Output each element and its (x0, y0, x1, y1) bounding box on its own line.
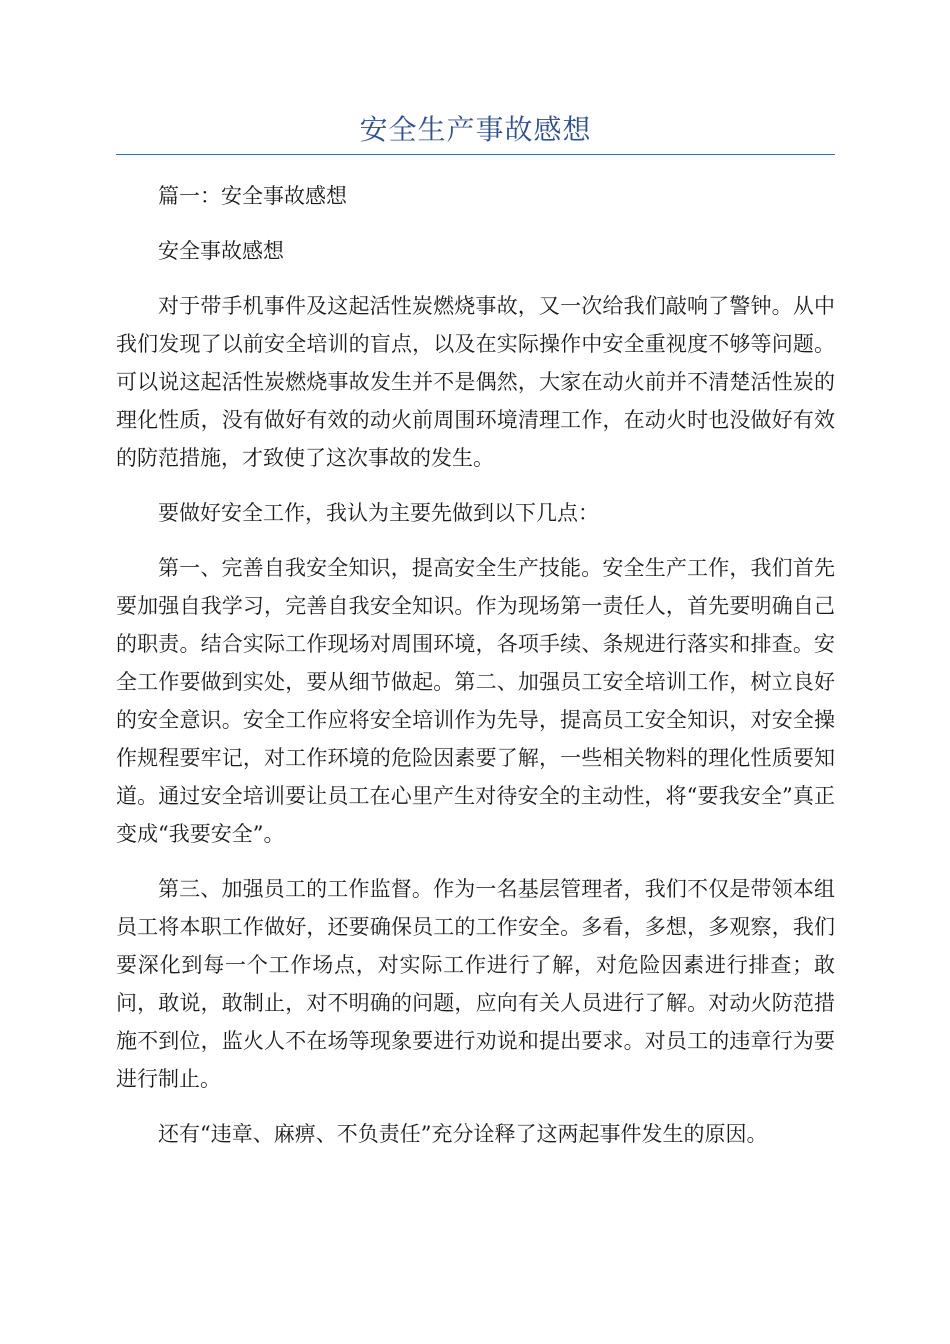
title-underline (116, 154, 835, 155)
document-page (116, 108, 835, 1153)
paragraph-body-1: 对于带手机事件及这起活性炭燃烧事故，又一次给我们敲响了警钟。从中我们发现了以前安全培训的盲点，以及在实际操作中安全重视度不够等问题。可以说这起活性炭燃烧事故发生并不是偶然，大家在动火前并不清楚活性炭的理化性质，没有做好有效的动火前周围环境清理工作，在动火时也没做好有效的防范措施，才致使了这次事故的发生。 (116, 294, 835, 470)
paragraph-section-heading: 篇一：安全事故感想 (158, 184, 347, 208)
paragraph-body-4: 第三、加强员工的工作监督。作为一名基层管理者，我们不仅是带领本组员工将本职工作做好，还要确保员工的工作安全。多看，多想，多观察，我们要深化到每一个工作场点，对实际工作进行了解，对危险因素进行排查；敢问，敢说，敢制止，对不明确的问题，应向有关人员进行了解。对动火防范措施不到位，监火人不在场等现象要进行劝说和提出要求。对员工的违章行为要进行制止。 (116, 877, 835, 1091)
paragraph-body-3: 第一、完善自我安全知识，提高安全生产技能。安全生产工作，我们首先要加强自我学习，完善自我安全知识。作为现场第一责任人，首先要明确自己的职责。结合实际工作现场对周围环境，各项手续、条规进行落实和排查。安全工作要做到实处，要从细节做起。第二、加强员工安全培训工作，树立良好的安全意识。安全工作应将安全培训作为先导，提高员工安全知识，对安全操作规程要牢记，对工作环境的危险因素要了解，一些相关物料的理化性质要知道。通过安全培训要让员工在心里产生对待安全的主动性，将“要我安全”真正变成“我要安全”。 (116, 556, 835, 846)
paragraph-body-2: 要做好安全工作，我认为主要先做到以下几点： (158, 501, 599, 525)
document-title: 安全生产事故感想 (359, 113, 592, 146)
paragraph-subheading: 安全事故感想 (158, 239, 284, 263)
paragraph-body-5: 还有“违章、麻痹、不负责任”充分诠释了这两起事件发生的原因。 (158, 1122, 768, 1146)
